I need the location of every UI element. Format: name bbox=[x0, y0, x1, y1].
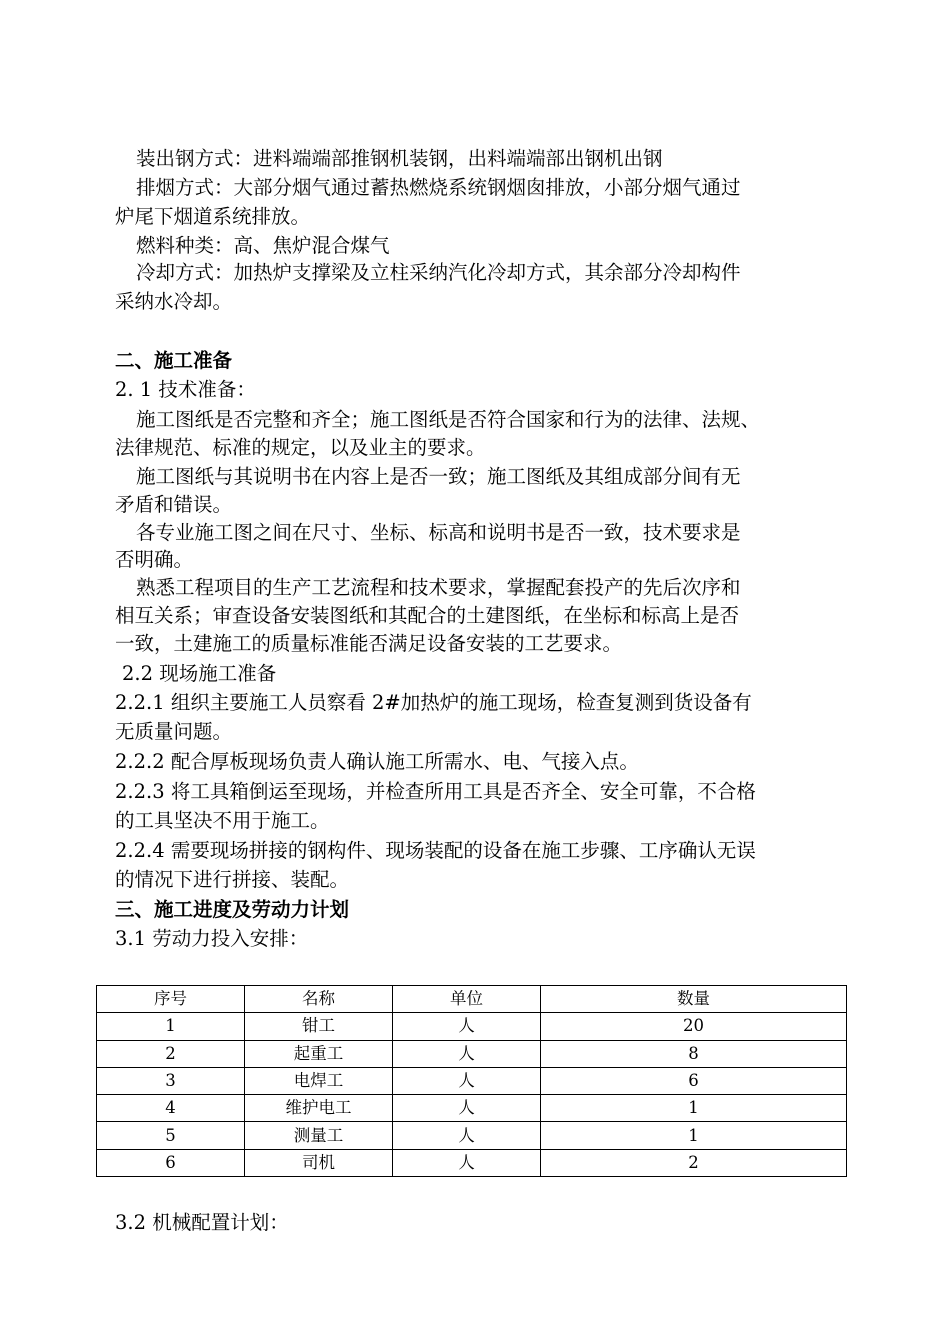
intro-line-smoke-cont: 炉尾下烟道系统排放。 bbox=[115, 205, 311, 228]
table-row bbox=[97, 1095, 847, 1122]
table-cell: 5 bbox=[97, 1122, 245, 1149]
table-cell: 2 bbox=[97, 1040, 245, 1067]
table-cell: 6 bbox=[97, 1149, 245, 1176]
intro-line-cooling: 冷却方式：加热炉支撑梁及立柱采纳汽化冷却方式，其余部分冷却构件 bbox=[136, 261, 741, 284]
table-cell: 起重工 bbox=[245, 1040, 393, 1067]
subsection-title-site: 2.2 现场施工准备 bbox=[122, 662, 277, 685]
table-cell: 人 bbox=[393, 1149, 541, 1176]
table-cell: 2 bbox=[541, 1149, 847, 1176]
list-item-cont: 的工具坚决不用于施工。 bbox=[115, 809, 330, 832]
column-header: 名称 bbox=[245, 986, 393, 1013]
table-cell: 4 bbox=[97, 1095, 245, 1122]
list-item-cont: 的情况下进行拼接、装配。 bbox=[115, 868, 350, 891]
intro-line-smoke: 排烟方式：大部分烟气通过蓄热燃烧系统钢烟囱排放，小部分烟气通过 bbox=[136, 176, 741, 199]
table-cell: 人 bbox=[393, 1040, 541, 1067]
list-item: 2.2.2 配合厚板现场负责人确认施工所需水、电、气接入点。 bbox=[115, 750, 639, 773]
table-header-row bbox=[97, 986, 847, 1013]
intro-line-loading: 装出钢方式：进料端端部推钢机装钢，出料端端部出钢机出钢 bbox=[136, 147, 663, 170]
column-header: 数量 bbox=[541, 986, 847, 1013]
table-row bbox=[97, 1040, 847, 1067]
table-cell: 钳工 bbox=[245, 1013, 393, 1040]
table-row bbox=[97, 1122, 847, 1149]
table-cell: 电焊工 bbox=[245, 1067, 393, 1094]
table-cell: 3 bbox=[97, 1067, 245, 1094]
table-cell: 6 bbox=[541, 1067, 847, 1094]
paragraph-line: 否明确。 bbox=[115, 548, 194, 571]
paragraph-line: 施工图纸是否完整和齐全；施工图纸是否符合国家和行为的法律、法规、 bbox=[136, 408, 761, 431]
subsection-title-technical: 2. 1 技术准备： bbox=[115, 378, 256, 401]
subsection-title-machinery: 3.2 机械配置计划： bbox=[115, 1211, 289, 1234]
table-cell: 20 bbox=[541, 1013, 847, 1040]
table-cell: 1 bbox=[541, 1095, 847, 1122]
table-row bbox=[97, 1067, 847, 1094]
table-cell: 测量工 bbox=[245, 1122, 393, 1149]
paragraph-line: 相互关系；审查设备安装图纸和其配合的土建图纸，在坐标和标高上是否 bbox=[115, 604, 740, 627]
table-cell: 人 bbox=[393, 1067, 541, 1094]
paragraph-line: 施工图纸与其说明书在内容上是否一致；施工图纸及其组成部分间有无 bbox=[136, 465, 741, 488]
table-cell: 人 bbox=[393, 1095, 541, 1122]
table-cell: 1 bbox=[97, 1013, 245, 1040]
section-heading-schedule: 三、施工进度及劳动力计划 bbox=[115, 898, 350, 921]
table-cell: 维护电工 bbox=[245, 1095, 393, 1122]
list-item: 2.2.4 需要现场拼接的钢构件、现场装配的设备在施工步骤、工序确认无误 bbox=[115, 839, 756, 862]
labor-table bbox=[96, 985, 847, 1177]
section-heading-preparation: 二、施工准备 bbox=[115, 349, 233, 372]
intro-line-fuel: 燃料种类：高、焦炉混合煤气 bbox=[136, 234, 390, 257]
list-item: 2.2.3 将工具箱倒运至现场，并检查所用工具是否齐全、安全可靠，不合格 bbox=[115, 780, 756, 803]
list-item: 2.2.1 组织主要施工人员察看 2#加热炉的施工现场，检查复测到货设备有 bbox=[115, 691, 752, 714]
column-header: 序号 bbox=[97, 986, 245, 1013]
intro-line-cooling-cont: 采纳水冷却。 bbox=[115, 290, 233, 313]
table-cell: 司机 bbox=[245, 1149, 393, 1176]
paragraph-line: 各专业施工图之间在尺寸、坐标、标高和说明书是否一致，技术要求是 bbox=[136, 521, 741, 544]
paragraph-line: 一致，土建施工的质量标准能否满足设备安装的工艺要求。 bbox=[115, 632, 623, 655]
paragraph-line: 熟悉工程项目的生产工艺流程和技术要求，掌握配套投产的先后次序和 bbox=[136, 576, 741, 599]
paragraph-line: 矛盾和错误。 bbox=[115, 493, 233, 516]
subsection-title-labor: 3.1 劳动力投入安排： bbox=[115, 927, 309, 950]
paragraph-line: 法律规范、标准的规定，以及业主的要求。 bbox=[115, 436, 486, 459]
table-cell: 8 bbox=[541, 1040, 847, 1067]
column-header: 单位 bbox=[393, 986, 541, 1013]
table-cell: 人 bbox=[393, 1013, 541, 1040]
table-row bbox=[97, 1013, 847, 1040]
table-cell: 1 bbox=[541, 1122, 847, 1149]
table-row bbox=[97, 1149, 847, 1176]
table-cell: 人 bbox=[393, 1122, 541, 1149]
list-item-cont: 无质量问题。 bbox=[115, 720, 233, 743]
